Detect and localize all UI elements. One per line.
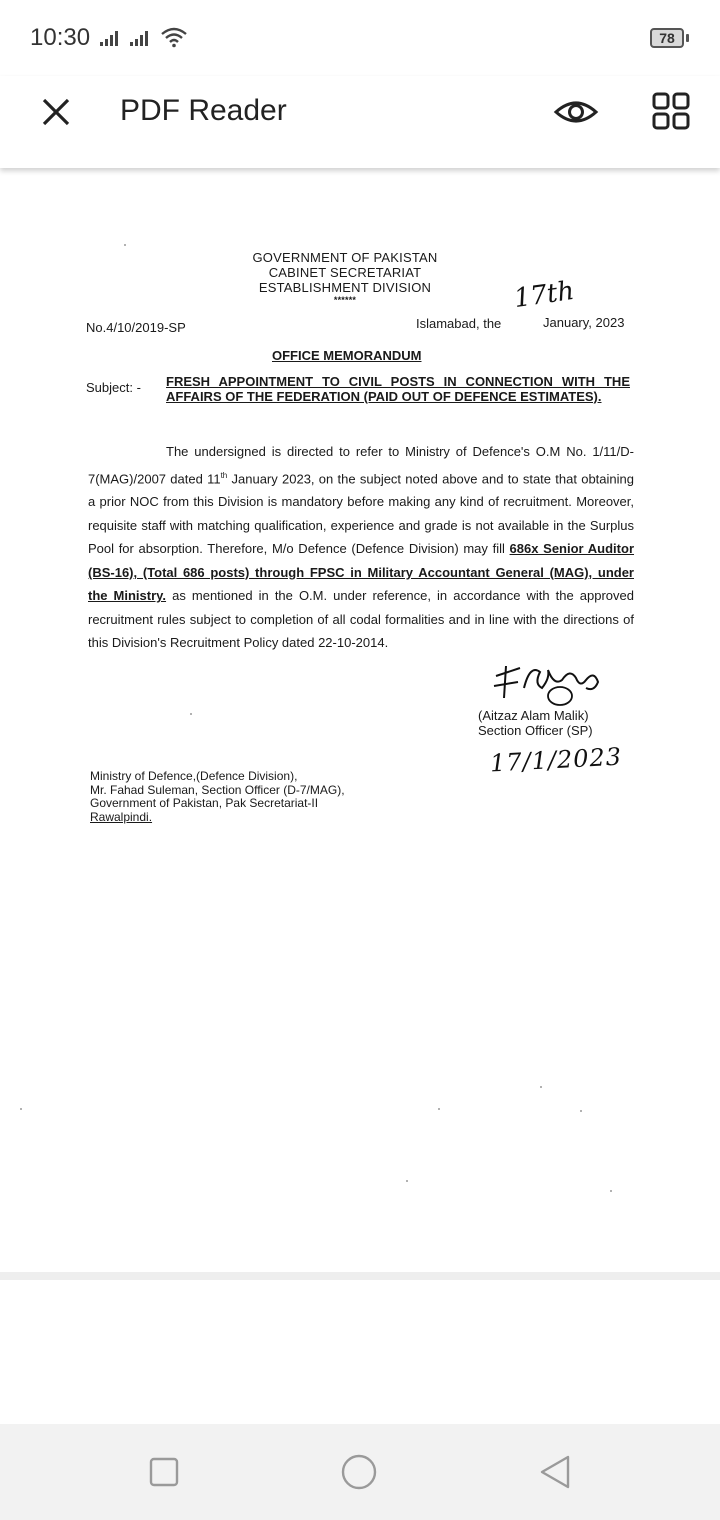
- scan-speck: [20, 1108, 22, 1110]
- home-circle-icon[interactable]: [341, 1454, 377, 1490]
- scan-speck: [438, 1108, 440, 1110]
- body-bold: 686x Senior Auditor (BS-16), (Total 686 posts) through FPSC in Military Accountant General (MAG), under the Ministry.: [88, 541, 635, 604]
- battery-indicator: 78: [650, 28, 684, 48]
- signature-image: [490, 658, 610, 708]
- next-pdf-page[interactable]: [0, 1280, 720, 1424]
- scan-speck: [406, 1180, 408, 1182]
- header-line-2: CABINET SECRETARIAT: [268, 265, 422, 280]
- scan-speck: [540, 1086, 542, 1088]
- scan-speck: [610, 1190, 612, 1192]
- app-bar: [0, 76, 720, 168]
- status-time: 10:30: [30, 24, 91, 51]
- pdf-page: [0, 168, 720, 1272]
- subject-text: FRESH APPOINTMENT TO CIVIL POSTS IN CONNECTION WITH THE AFFAIRS OF THE FEDERATION (PAID OUT OF DEFENCE ESTIMATES).: [166, 374, 630, 404]
- eye-icon[interactable]: [552, 92, 600, 132]
- grid-icon[interactable]: [652, 92, 690, 130]
- status-bar: [0, 0, 720, 76]
- battery-nub: [686, 34, 689, 42]
- navigation-bar: [0, 1424, 720, 1520]
- close-icon[interactable]: [38, 94, 74, 130]
- recents-square-icon[interactable]: [146, 1454, 182, 1490]
- body-paragraph: [88, 440, 634, 655]
- back-triangle-icon[interactable]: [538, 1454, 574, 1490]
- header-line-1: GOVERNMENT OF PAKISTAN: [252, 250, 438, 265]
- document-header: [240, 250, 450, 305]
- header-stars: ******: [333, 295, 357, 305]
- body-part-1: The undersigned is directed to refer to Ministry of Defence's O.M No. 1/11/D-7(MAG)/2007 dated 11: [88, 444, 634, 486]
- address-line-4: Rawalpindi.: [90, 809, 153, 824]
- signal-icon-2: [130, 30, 148, 46]
- address-block: [90, 770, 345, 824]
- address-line-2: Mr. Fahad Suleman, Section Officer (D-7/MAG),: [90, 782, 345, 797]
- signatory-title: Section Officer (SP): [478, 723, 593, 738]
- scan-speck: [190, 713, 192, 715]
- body-superscript: th: [220, 470, 228, 480]
- app-title: PDF Reader: [120, 94, 287, 127]
- signatory-name: (Aitzaz Alam Malik): [478, 708, 589, 723]
- scan-speck: [580, 1110, 582, 1112]
- page-separator: [0, 1272, 720, 1280]
- reference-number: No.4/10/2019-SP: [86, 320, 186, 335]
- scan-speck: [124, 244, 126, 246]
- subject-label: Subject: -: [86, 380, 141, 395]
- body-part-3: as mentioned in the O.M. under reference, in accordance with the approved recruitment rules subject to completion of all codal formalities and in line with the directions of this Division's Recruitment Policy dated 22-10-2014.: [88, 588, 634, 651]
- wifi-icon: [160, 26, 188, 48]
- handwritten-date: 17/1/2023: [489, 742, 623, 778]
- body-part-2: January 2023, on the subject noted above and to state that obtaining a prior NOC from this Division is mandatory before making any kind of recruitment. Moreover, requisite staff with matching qualification, experience and grade is not available in the Surplus Pool for absorption. Therefore, M/o Defence (Defence Division) may fill: [88, 470, 634, 557]
- signatory-block: [478, 708, 593, 738]
- handwritten-day: 17th: [512, 275, 577, 315]
- place-line: Islamabad, the: [416, 316, 502, 331]
- address-line-3: Government of Pakistan, Pak Secretariat-II: [90, 796, 319, 810]
- date-line: January, 2023: [543, 315, 625, 330]
- signal-icon: [100, 30, 118, 46]
- header-line-3: ESTABLISHMENT DIVISION: [258, 280, 432, 295]
- address-line-1: Ministry of Defence,(Defence Division),: [90, 769, 298, 783]
- document-viewport[interactable]: [0, 168, 720, 1272]
- memo-title: OFFICE MEMORANDUM: [272, 348, 422, 363]
